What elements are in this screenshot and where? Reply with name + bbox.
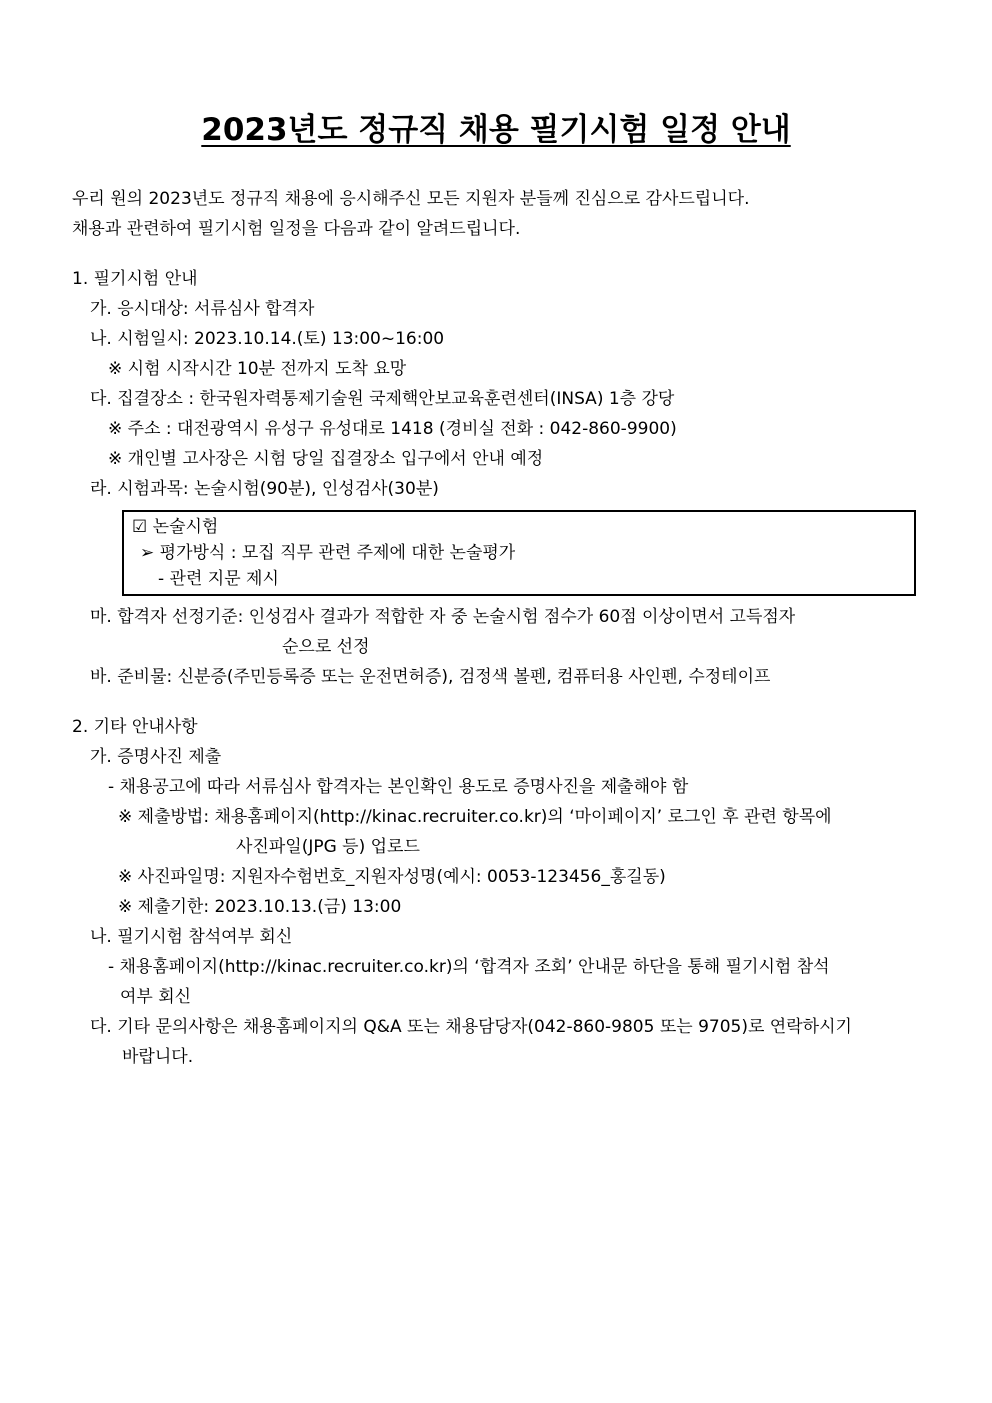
- box-line-passage: - 관련 지문 제시: [158, 569, 279, 589]
- section1-heading: 1. 필기시험 안내: [72, 269, 198, 289]
- box-line-method: ➢ 평가방식 : 모집 직무 관련 주제에 대한 논술평가: [140, 543, 516, 563]
- box-line-essay: ☑ 논술시험: [132, 517, 219, 537]
- section1-note-address: ※ 주소 : 대전광역시 유성구 유성대로 1418 (경비실 전화 : 042-860-9900): [108, 419, 677, 439]
- section2-note-method-cont: 사진파일(JPG 등) 업로드: [236, 837, 420, 857]
- section1-note-arrival: ※ 시험 시작시간 10분 전까지 도착 요망: [108, 359, 407, 379]
- section2-item-da-cont: 바랍니다.: [122, 1047, 194, 1067]
- section1-item-da: 다. 집결장소 : 한국원자력통제기술원 국제핵안보교육훈련센터(INSA) 1층 강당: [90, 389, 675, 409]
- exam-subject-box: [122, 510, 916, 596]
- page-title-text: 2023년도 정규직 채용 필기시험 일정 안내: [201, 112, 791, 148]
- section1-item-ma-cont: 순으로 선정: [282, 637, 370, 657]
- section2-ga-dash: - 채용공고에 따라 서류심사 합격자는 본인확인 용도로 증명사진을 제출해야 함: [108, 777, 689, 797]
- section2-note-method: ※ 제출방법: 채용홈페이지(http://kinac.recruiter.co.kr)의 ‘마이페이지’ 로그인 후 관련 항목에: [118, 807, 832, 827]
- section2-heading: 2. 기타 안내사항: [72, 717, 198, 737]
- section1-item-ra: 라. 시험과목: 논술시험(90분), 인성검사(30분): [90, 479, 439, 499]
- intro-line-2: 채용과 관련하여 필기시험 일정을 다음과 같이 알려드립니다.: [72, 219, 521, 239]
- section2-na-dash: - 채용홈페이지(http://kinac.recruiter.co.kr)의 ‘합격자 조회’ 안내문 하단을 통해 필기시험 참석: [108, 957, 830, 977]
- section2-na-dash-cont: 여부 회신: [120, 987, 192, 1007]
- page-title: [0, 108, 992, 152]
- section2-note-deadline: ※ 제출기한: 2023.10.13.(금) 13:00: [118, 897, 402, 917]
- section1-item-na: 나. 시험일시: 2023.10.14.(토) 13:00~16:00: [90, 329, 445, 349]
- section2-item-da: 다. 기타 문의사항은 채용홈페이지의 Q&A 또는 채용담당자(042-860-9805 또는 9705)로 연락하시기: [90, 1017, 852, 1037]
- section2-item-na: 나. 필기시험 참석여부 회신: [90, 927, 293, 947]
- section1-note-room: ※ 개인별 고사장은 시험 당일 집결장소 입구에서 안내 예정: [108, 449, 544, 469]
- section1-item-ma: 마. 합격자 선정기준: 인성검사 결과가 적합한 자 중 논술시험 점수가 60점 이상이면서 고득점자: [90, 607, 796, 627]
- section2-note-filename: ※ 사진파일명: 지원자수험번호_지원자성명(예시: 0053-123456_홍길동): [118, 867, 666, 887]
- intro-line-1: 우리 원의 2023년도 정규직 채용에 응시해주신 모든 지원자 분들께 진심으로 감사드립니다.: [72, 189, 750, 209]
- document-body: [72, 184, 920, 1072]
- section1-item-ga: 가. 응시대상: 서류심사 합격자: [90, 299, 315, 319]
- section1-item-ba: 바. 준비물: 신분증(주민등록증 또는 운전면허증), 검정색 볼펜, 컴퓨터용 사인펜, 수정테이프: [90, 667, 771, 687]
- section2-item-ga: 가. 증명사진 제출: [90, 747, 222, 767]
